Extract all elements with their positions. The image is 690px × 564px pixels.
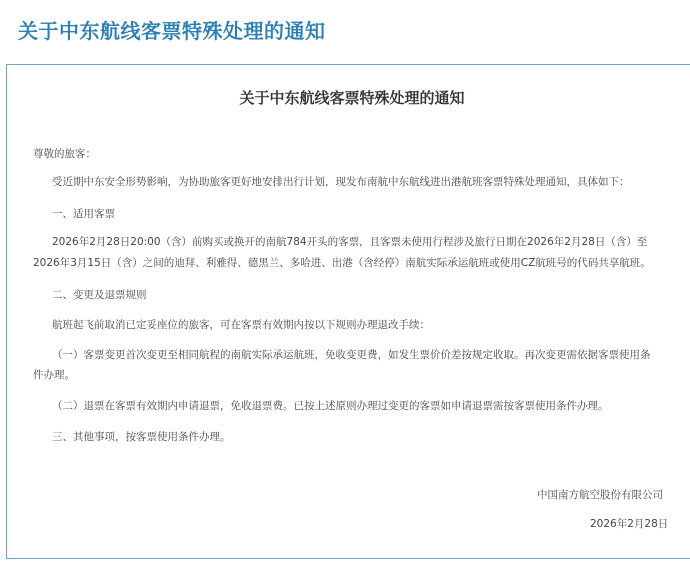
- intro-paragraph: 受近期中东安全形势影响，为协助旅客更好地安排出行计划，现发布南航中东航线进出港航班客票特殊处理通知，具体如下：: [52, 176, 630, 188]
- rule-2-text: （二）退票在客票有效期内申请退票，免收退票费。已按上述原则办理过变更的客票如申请退票需按客票使用条件办理。: [52, 400, 609, 412]
- rule-1-line-2: 件办理。: [33, 369, 75, 381]
- section-2-intro: 航班起飞前取消已定妥座位的旅客，可在客票有效期内按以下规则办理退改手续：: [52, 319, 430, 331]
- section-1-line-1: 2026年2月28日20:00（含）前购买或换开的南航784开头的客票，且客票未使用行程涉及旅行日期在2026年2月28日（含）至: [52, 236, 648, 248]
- section-1-line-2: 2026年3月15日（含）之间的迪拜、利雅得、德黑兰、多哈进、出港（含经停）南航实际承运航班或使用CZ航班号的代码共享航班。: [33, 257, 651, 269]
- signature-company: 中国南方航空股份有限公司: [537, 489, 663, 501]
- section-3-text: 三、其他事项，按客票使用条件办理。: [52, 431, 231, 443]
- page-title: 关于中东航线客票特殊处理的通知: [18, 19, 326, 43]
- notice-heading: 关于中东航线客票特殊处理的通知: [239, 89, 465, 107]
- greeting-text: 尊敬的旅客：: [33, 148, 96, 160]
- section-1-title: 一、适用客票: [52, 208, 115, 220]
- notice-panel: [6, 64, 690, 559]
- rule-1-line-1: （一）客票变更首次变更至相同航程的南航实际承运航班，免收变更费，如发生票价价差按规定收取。再次变更需依据客票使用条: [52, 349, 651, 361]
- section-2-title: 二、变更及退票规则: [52, 289, 147, 301]
- signature-date: 2026年2月28日: [590, 518, 669, 530]
